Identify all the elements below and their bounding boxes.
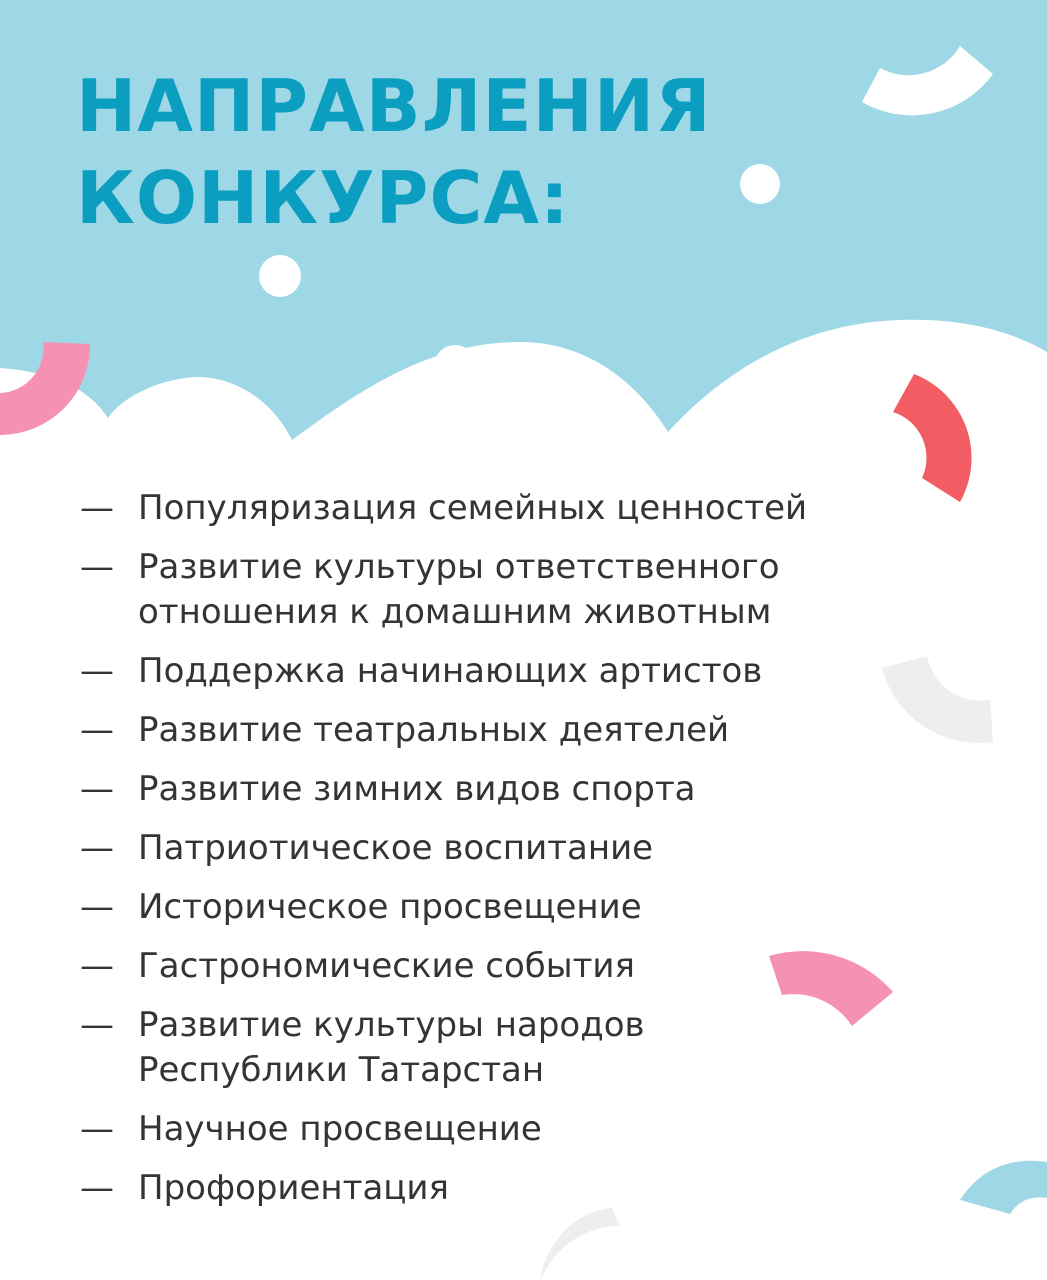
dash-bullet: — [80, 946, 114, 986]
list-item-line: Развитие культуры народов [138, 1005, 645, 1045]
list-item-text [138, 944, 980, 989]
list-item-text [138, 826, 980, 871]
dash-bullet: — [80, 769, 114, 809]
list-item [80, 1107, 980, 1152]
list-item-line: Развитие театральных деятелей [138, 710, 730, 750]
list-item-line: Развитие зимних видов спорта [138, 769, 696, 809]
list-item [80, 767, 980, 812]
red-arc-confetti [893, 374, 972, 502]
dash-bullet: — [80, 1109, 114, 1149]
list-item-line: Гастрономические события [138, 946, 635, 986]
list-item [80, 885, 980, 930]
list-item [80, 944, 980, 989]
title-line: КОНКУРСА: [76, 156, 570, 240]
list-item [80, 545, 980, 635]
list-item-line: Патриотическое воспитание [138, 828, 654, 868]
white-dot [259, 255, 301, 297]
list-item-text [138, 708, 980, 753]
dash-bullet: — [80, 887, 114, 927]
list-item-text [138, 545, 980, 635]
dash-bullet: — [80, 710, 114, 750]
list-item-line: Популяризация семейных ценностей [138, 488, 808, 528]
list-item-line: Историческое просвещение [138, 887, 642, 927]
list-item [80, 486, 980, 531]
dash-bullet: — [80, 828, 114, 868]
white-dot [740, 164, 780, 204]
dash-bullet: — [80, 1005, 114, 1045]
list-item-text [138, 1166, 980, 1211]
list-item [80, 826, 980, 871]
list-item [80, 1166, 980, 1211]
dash-bullet: — [80, 547, 114, 587]
list-item [80, 708, 980, 753]
white-dot [434, 345, 476, 387]
list-item-text [138, 649, 980, 694]
list-item-line: Поддержка начинающих артистов [138, 651, 763, 691]
list-item-line: Профориентация [138, 1168, 449, 1208]
list-item [80, 649, 980, 694]
list-item-line: Развитие культуры ответственного [138, 547, 780, 587]
list-item-line: отношения к домашним животным [138, 592, 772, 632]
dash-bullet: — [80, 1168, 114, 1208]
list-item-text [138, 1107, 980, 1152]
list-item-line: Научное просвещение [138, 1109, 542, 1149]
list-item-text [138, 1003, 980, 1093]
dash-bullet: — [80, 488, 114, 528]
dash-bullet: — [80, 651, 114, 691]
list-item [80, 1003, 980, 1093]
title-line: НАПРАВЛЕНИЯ [76, 64, 712, 148]
directions-list [80, 486, 980, 1225]
list-item-text [138, 885, 980, 930]
list-item-text [138, 486, 980, 531]
list-item-text [138, 767, 980, 812]
list-item-line: Республики Татарстан [138, 1050, 545, 1090]
page-title [76, 60, 712, 244]
